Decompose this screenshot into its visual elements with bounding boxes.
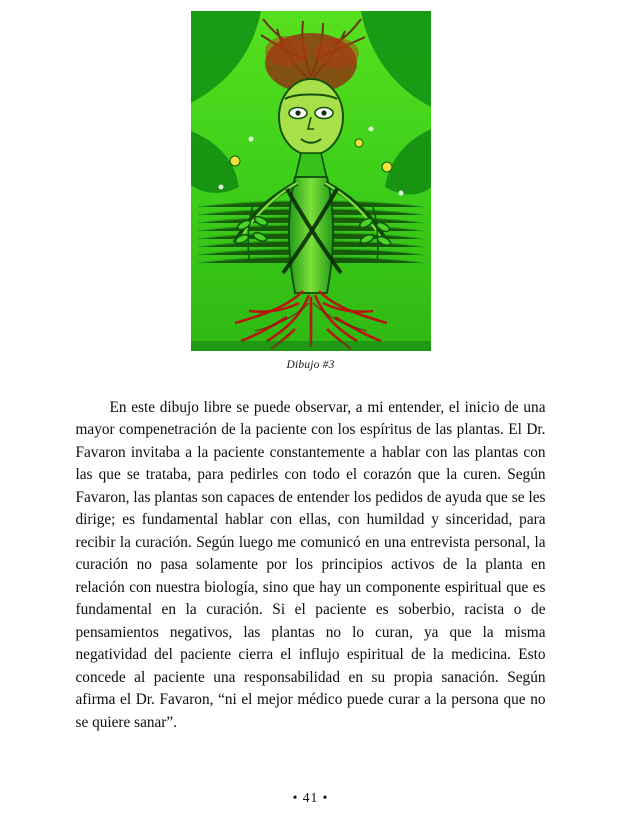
body-text-block	[76, 397, 546, 734]
figure-caption: Dibujo #3	[286, 359, 335, 371]
body-paragraph: En este dibujo libre se puede observar, a mi entender, el inicio de una mayor compenetración de la paciente con los espíritus de las plantas. El Dr. Favaron invitaba a la paciente constantemente a hablar con las plantas con las que se trataba, para pedirles con todo el corazón que la curen. Según Favaron, las plantas son capaces de entender los pedidos de ayuda que se les dirige; es fundamental hablar con ellas, con humildad y sinceridad, para recibir la curación. Según luego me comunicó en una entrevista personal, la curación no pasa solamente por los principios activos de la planta en relación con nuestra biología, sino que hay un componente espiritual que es fundamental en la curación. Si el paciente es soberbio, racista o de pensamientos negativos, las plantas no lo curan, ya que la misma negatividad del paciente cierra el influjo espiritual de la medicina. Esto concede al paciente una responsabilidad en su propia sanación. Según afirma el Dr. Favaron, “ni el mejor médico puede curar a la persona que no se quiere sanar”.	[75, 399, 546, 731]
document-page	[0, 11, 621, 832]
figure-drawing-3	[191, 11, 431, 371]
page-number: • 41 •	[292, 790, 329, 805]
illustration-artwork	[191, 11, 431, 351]
illustration-image	[191, 11, 431, 351]
